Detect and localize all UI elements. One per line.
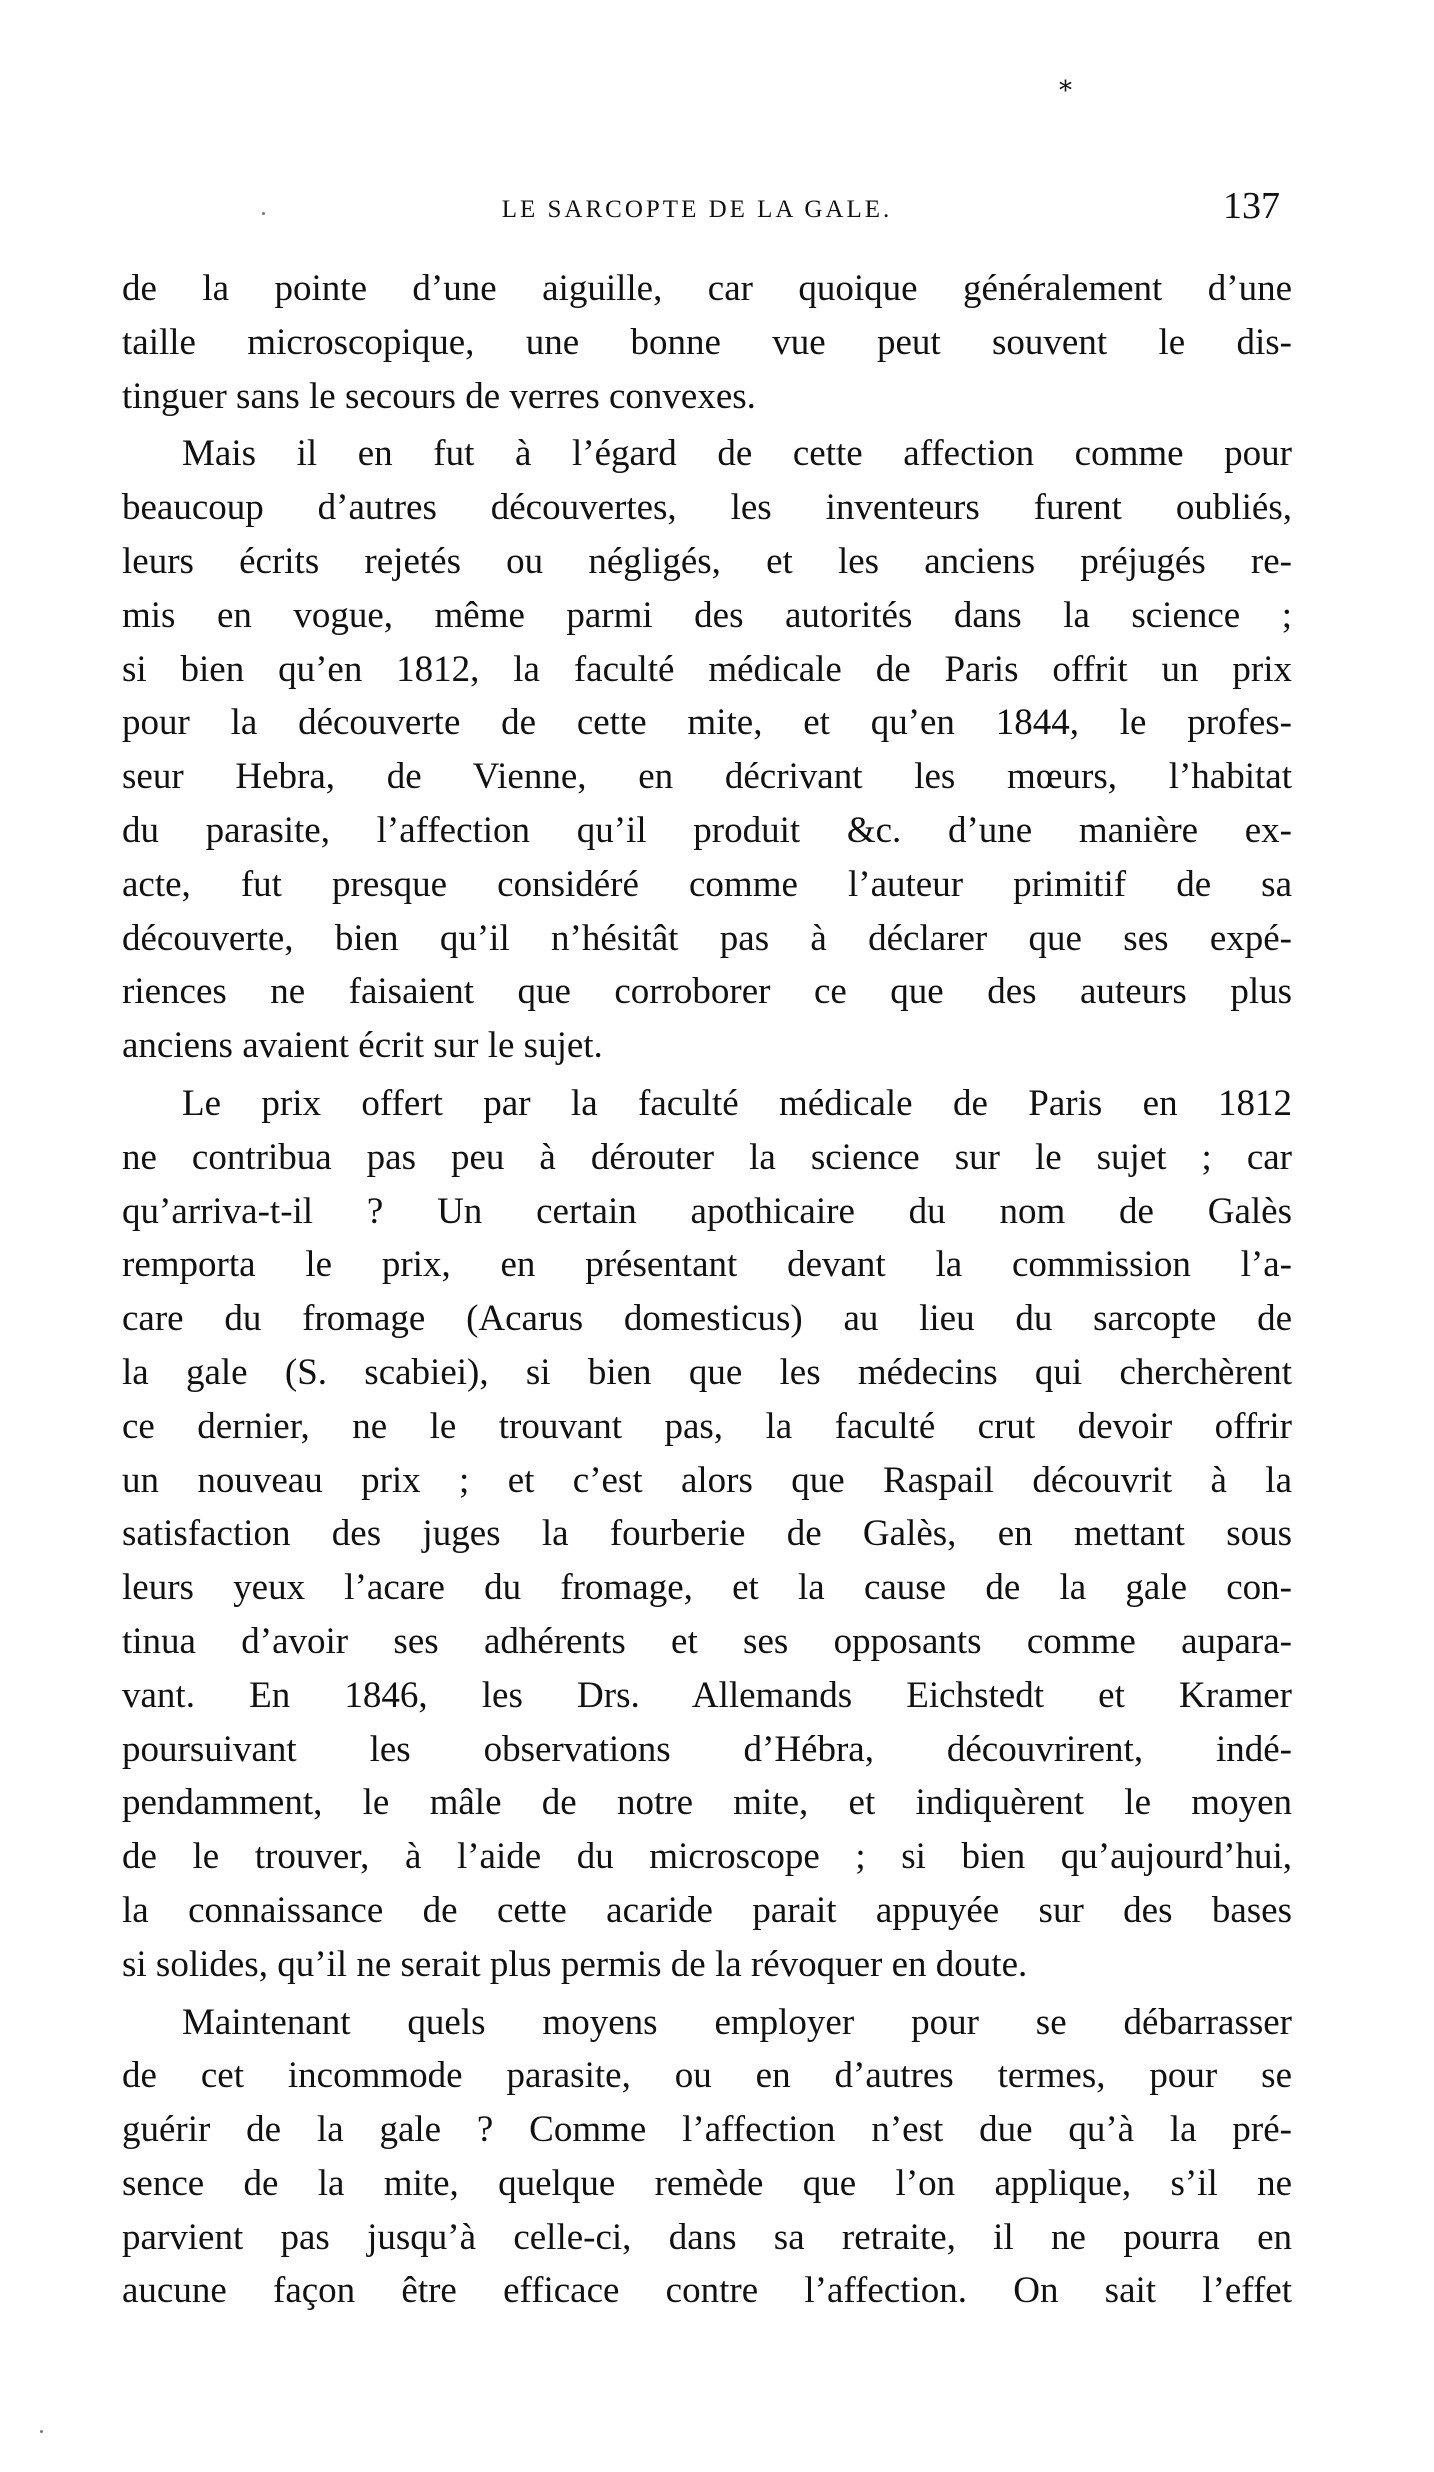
text-line: Maintenant quels moyens employer pour se débarrasser (182, 2001, 1292, 2043)
text-line: découverte, bien qu’il n’hésitât pas à déclarer que ses expé- (122, 917, 1292, 959)
ink-speck (40, 2430, 43, 2433)
text-line: parvient pas jusqu’à celle-ci, dans sa retraite, il ne pourra en (122, 2216, 1292, 2258)
text-line: acte, fut presque considéré comme l’auteur primitif de sa (122, 863, 1292, 905)
text-line: la connaissance de cette acaride parait appuyée sur des bases (122, 1889, 1292, 1931)
text-line: pendamment, le mâle de notre mite, et indiquèrent le moyen (122, 1782, 1292, 1824)
text-line: leurs yeux l’acare du fromage, et la cause de la gale con- (122, 1567, 1292, 1609)
text-line: pour la découverte de cette mite, et qu’en 1844, le profes- (122, 702, 1292, 744)
text-line: satisfaction des juges la fourberie de Galès, en mettant sous (122, 1513, 1292, 1555)
text-line: si solides, qu’il ne serait plus permis de la révoquer en doute. (122, 1943, 1028, 1985)
text-line: sence de la mite, quelque remède que l’on applique, s’il ne (122, 2162, 1292, 2204)
text-line: leurs écrits rejetés ou négligés, et les anciens préjugés re- (122, 540, 1292, 582)
text-line: guérir de la gale ? Comme l’affection n’est due qu’à la pré- (122, 2109, 1292, 2151)
text-line: de le trouver, à l’aide du microscope ; si bien qu’aujourd’hui, (122, 1836, 1292, 1878)
printer-mark: * (1059, 76, 1072, 106)
page-number: 137 (1223, 185, 1280, 227)
text-line: vant. En 1846, les Drs. Allemands Eichstedt et Kramer (122, 1674, 1292, 1716)
text-line: ne contribua pas peu à dérouter la science sur le sujet ; car (122, 1136, 1292, 1178)
text-line: si bien qu’en 1812, la faculté médicale de Paris offrit un prix (122, 648, 1292, 690)
text-line: remporta le prix, en présentant devant la commission l’a- (122, 1244, 1292, 1286)
text-line: aucune façon être efficace contre l’affection. On sait l’effet (122, 2270, 1292, 2312)
text-line: de cet incommode parasite, ou en d’autres termes, pour se (122, 2055, 1292, 2097)
text-line: de la pointe d’une aiguille, car quoique généralement d’une (122, 268, 1292, 309)
text-line: Le prix offert par la faculté médicale de Paris en 1812 (182, 1082, 1292, 1124)
text-line: anciens avaient écrit sur le sujet. (122, 1025, 603, 1067)
text-line: Mais il en fut à l’égard de cette affection comme pour (182, 433, 1292, 475)
text-line: mis en vogue, même parmi des autorités dans la science ; (122, 594, 1292, 636)
paragraph (122, 427, 1292, 1073)
body-text (122, 262, 1292, 2322)
text-line: tinua d’avoir ses adhérents et ses opposants comme aupara- (122, 1620, 1292, 1662)
running-title: LE SARCOPTE DE LA GALE. (501, 196, 893, 223)
text-line: la gale (S. scabiei), si bien que les médecins qui cherchèrent (122, 1351, 1292, 1393)
paragraph (122, 1996, 1292, 2319)
text-line: riences ne faisaient que corroborer ce que des auteurs plus (122, 971, 1292, 1013)
paragraph (122, 262, 1292, 423)
text-line: poursuivant les observations d’Hébra, découvrirent, indé- (122, 1728, 1292, 1770)
paragraph (122, 1077, 1292, 1992)
text-line: du parasite, l’affection qu’il produit &c. d’une manière ex- (122, 809, 1292, 851)
text-line: care du fromage (Acarus domesticus) au lieu du sarcopte de (122, 1298, 1292, 1340)
text-line: ce dernier, ne le trouvant pas, la faculté crut devoir offrir (122, 1405, 1292, 1447)
text-line: qu’arriva-t-il ? Un certain apothicaire du nom de Galès (122, 1190, 1292, 1232)
ink-speck (262, 212, 265, 215)
page-header (120, 178, 1280, 238)
text-line: taille microscopique, une bonne vue peut souvent le dis- (122, 321, 1292, 363)
text-line: seur Hebra, de Vienne, en décrivant les mœurs, l’habitat (122, 756, 1292, 798)
text-line: beaucoup d’autres découvertes, les inventeurs furent oubliés, (122, 487, 1292, 529)
text-line: tinguer sans le secours de verres convexes. (122, 375, 756, 417)
text-line: un nouveau prix ; et c’est alors que Raspail découvrit à la (122, 1459, 1292, 1501)
